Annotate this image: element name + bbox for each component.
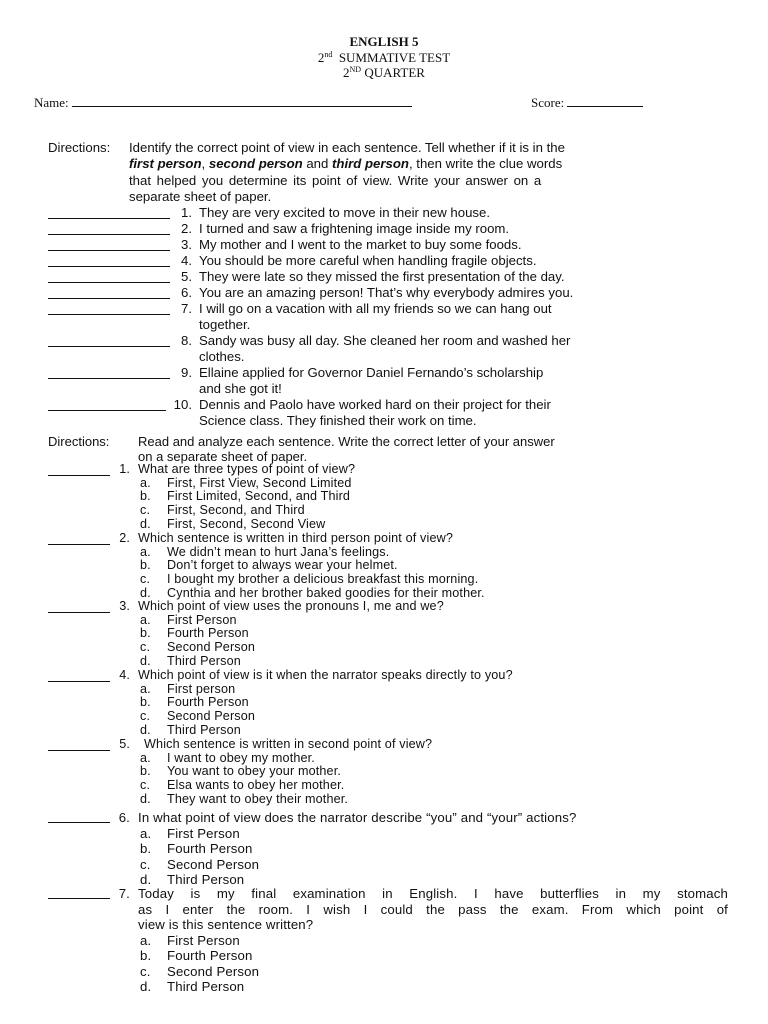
directions2-line-1: Read and analyze each sentence. Write the correct letter of your answer <box>138 434 555 449</box>
item-text: I will go on a vacation with all my friends so we can hang out <box>199 301 552 316</box>
item-number: 5. <box>181 269 192 284</box>
item-number: 6. <box>181 285 192 300</box>
question-number: 7. <box>118 886 130 901</box>
option-text: First person <box>167 681 236 696</box>
part1-directions <box>48 140 678 206</box>
option-text: Fourth Person <box>167 695 249 710</box>
directions-line-2: first person, second person and third person, then write the clue words <box>129 156 563 171</box>
option-text: Second Person <box>167 640 256 655</box>
answer-option <box>140 655 700 669</box>
option-text: First, Second, and Third <box>167 503 305 518</box>
item-7 <box>48 301 728 333</box>
answer-option <box>140 504 700 518</box>
option-letter: c. <box>140 856 151 872</box>
item-text: I turned and saw a frightening image inside my room. <box>199 221 510 236</box>
item-number: 8. <box>181 333 192 348</box>
option-letter: b. <box>140 764 151 779</box>
option-letter: b. <box>140 695 151 710</box>
option-letter: d. <box>140 872 152 887</box>
question-text: What are three types of point of view? <box>138 462 356 476</box>
question-text: as I enter the room. I wish I could the pass the exam. From which point of <box>138 901 728 917</box>
score-blank[interactable] <box>567 94 643 107</box>
option-letter: d. <box>140 722 151 737</box>
option-letter: c. <box>140 963 151 979</box>
option-text: Third Person <box>167 872 245 887</box>
question-1 <box>48 463 738 532</box>
answer-blank[interactable] <box>48 301 170 315</box>
option-text: They want to obey their mother. <box>167 791 349 806</box>
item-text: Ellaine applied for Governor Daniel Fernando’s scholarship <box>199 365 544 380</box>
option-text: Second Person <box>167 709 256 724</box>
item-text: My mother and I went to the market to buy some foods. <box>199 237 522 252</box>
option-text: First Person <box>167 612 237 627</box>
option-text: Third Person <box>167 653 241 668</box>
answer-option <box>140 518 700 532</box>
option-text: First Limited, Second, and Third <box>167 489 351 504</box>
option-letter: b. <box>140 626 151 641</box>
option-letter: b. <box>140 489 151 504</box>
question-number: 2. <box>119 531 130 545</box>
answer-option <box>140 614 700 628</box>
item-text: They were late so they missed the first presentation of the day. <box>199 269 565 284</box>
item-3 <box>48 237 728 253</box>
question-number: 3. <box>119 599 130 613</box>
option-text: Elsa wants to obey her mother. <box>167 778 345 793</box>
item-8 <box>48 333 728 365</box>
option-letter: a. <box>140 544 151 559</box>
item-number: 1. <box>181 205 192 220</box>
answer-option <box>140 641 700 655</box>
option-letter: a. <box>140 475 151 490</box>
item-2 <box>48 221 728 237</box>
option-letter: c. <box>140 572 151 587</box>
answer-option <box>140 964 700 980</box>
answer-blank[interactable] <box>48 886 110 899</box>
answer-option <box>140 477 700 491</box>
answer-option <box>140 490 700 504</box>
answer-option <box>140 857 700 873</box>
question-text: Which sentence is written in third person point of view? <box>138 531 453 545</box>
question-4 <box>48 669 738 738</box>
question-text: In what point of view does the narrator describe “you” and “your” actions? <box>138 810 577 825</box>
option-text: Don’t forget to always wear your helmet. <box>167 558 398 573</box>
option-text: First Person <box>167 825 240 841</box>
item-9 <box>48 365 728 397</box>
answer-blank[interactable] <box>48 237 170 251</box>
question-number: 4. <box>119 668 130 682</box>
option-letter: d. <box>140 653 151 668</box>
directions2-line-2: on a separate sheet of paper. <box>138 449 308 464</box>
answer-blank[interactable] <box>48 532 110 545</box>
quarter-title: 2ND QUARTER <box>343 65 425 80</box>
option-text: I bought my brother a delicious breakfast this morning. <box>167 572 479 587</box>
item-number: 9. <box>181 365 192 380</box>
answer-blank[interactable] <box>48 600 110 613</box>
item-text: They are very excited to move in their new house. <box>199 205 491 220</box>
question-2 <box>48 532 738 601</box>
answer-option <box>140 779 700 793</box>
item-5 <box>48 269 728 285</box>
question-6 <box>48 810 738 888</box>
option-text: Third Person <box>167 979 245 994</box>
score-field[interactable]: Score: <box>531 94 643 111</box>
answer-option <box>140 724 700 738</box>
question-text: view is this sentence written? <box>138 917 314 932</box>
option-letter: c. <box>140 503 151 518</box>
answer-option <box>140 979 700 995</box>
item-text: clothes. <box>199 349 245 364</box>
item-text: You should be more careful when handling fragile objects. <box>199 253 537 268</box>
answer-option <box>140 752 700 766</box>
question-3 <box>48 600 738 669</box>
option-letter: c. <box>140 640 151 655</box>
item-number: 4. <box>181 253 192 268</box>
directions-line-3: that helped you determine its point of view. Write your answer on a <box>129 173 542 188</box>
name-field[interactable]: Name: <box>34 94 412 111</box>
answer-blank[interactable] <box>48 365 170 379</box>
answer-blank[interactable] <box>48 397 166 411</box>
option-letter: a. <box>140 750 151 765</box>
option-text: We didn’t mean to hurt Jana’s feelings. <box>167 544 390 559</box>
item-6 <box>48 285 728 301</box>
item-4 <box>48 253 728 269</box>
answer-option <box>140 933 700 949</box>
answer-option <box>140 696 700 710</box>
option-text: You want to obey your mother. <box>167 764 342 779</box>
item-text: Science class. They finished their work on time. <box>199 413 477 428</box>
option-text: Fourth Person <box>167 841 253 856</box>
option-letter: a. <box>140 612 151 627</box>
option-letter: a. <box>140 681 151 696</box>
test-subject: ENGLISH 5 <box>349 34 419 49</box>
answer-option <box>140 559 700 573</box>
item-text: and she got it! <box>199 381 282 396</box>
option-text: Second Person <box>167 963 260 979</box>
answer-blank[interactable] <box>48 333 170 347</box>
question-text: Which point of view is it when the narrator speaks directly to you? <box>138 668 513 682</box>
answer-option <box>140 793 700 807</box>
directions-line-4: separate sheet of paper. <box>129 189 272 204</box>
option-text: First Person <box>167 932 240 948</box>
answer-option <box>140 627 700 641</box>
answer-option <box>140 573 700 587</box>
question-5 <box>48 738 738 807</box>
question-7 <box>48 886 738 995</box>
name-blank[interactable] <box>72 94 412 107</box>
item-10 <box>48 397 728 429</box>
answer-blank[interactable] <box>48 269 170 283</box>
question-text: Which sentence is written in second point of view? <box>144 737 433 751</box>
answer-blank[interactable] <box>48 285 170 299</box>
option-letter: b. <box>140 841 152 856</box>
item-number: 2. <box>181 221 192 236</box>
item-number: 10. <box>173 397 192 412</box>
option-letter: a. <box>140 825 152 841</box>
question-text: Which point of view uses the pronouns I, me and we? <box>138 599 444 613</box>
directions-label-2: Directions: <box>48 434 110 449</box>
item-text: You are an amazing person! That’s why everybody admires you. <box>199 285 574 300</box>
option-letter: a. <box>140 932 152 948</box>
answer-option <box>140 765 700 779</box>
option-text: Second Person <box>167 856 260 872</box>
answer-option <box>140 826 700 842</box>
option-text: Third Person <box>167 722 241 737</box>
answer-blank[interactable] <box>48 463 110 476</box>
answer-option <box>140 710 700 724</box>
option-text: First, Second, Second View <box>167 516 326 531</box>
directions-line-1: Identify the correct point of view in each sentence. Tell whether if it is in the <box>129 140 565 155</box>
answer-blank[interactable] <box>48 738 110 751</box>
option-letter: d. <box>140 585 151 600</box>
question-number: 1. <box>119 462 130 476</box>
option-text: Cynthia and her brother baked goodies for their mother. <box>167 585 485 600</box>
answer-option <box>140 841 700 857</box>
item-number: 3. <box>181 237 192 252</box>
item-text: together. <box>199 317 251 332</box>
answer-option <box>140 546 700 560</box>
option-text: I want to obey my mother. <box>167 750 315 765</box>
answer-blank[interactable] <box>48 221 170 235</box>
answer-blank[interactable] <box>48 810 110 823</box>
answer-blank[interactable] <box>48 253 170 267</box>
question-number: 5. <box>119 737 130 751</box>
option-letter: d. <box>140 979 152 994</box>
test-title: 2nd SUMMATIVE TEST <box>317 50 451 65</box>
directions-label: Directions: <box>48 140 111 155</box>
item-text: Sandy was busy all day. She cleaned her room and washed her <box>199 333 571 348</box>
item-text: Dennis and Paolo have worked hard on their project for their <box>199 397 551 412</box>
item-number: 7. <box>181 301 192 316</box>
option-text: First, First View, Second Limited <box>167 475 352 490</box>
answer-blank[interactable] <box>48 669 110 682</box>
option-letter: d. <box>140 791 151 806</box>
option-letter: c. <box>140 709 151 724</box>
answer-blank[interactable] <box>48 205 170 219</box>
question-number: 6. <box>118 810 130 825</box>
item-1 <box>48 205 728 221</box>
option-letter: c. <box>140 778 151 793</box>
option-text: Fourth Person <box>167 626 249 641</box>
option-letter: b. <box>140 948 152 963</box>
option-text: Fourth Person <box>167 948 253 963</box>
answer-option <box>140 948 700 964</box>
answer-option <box>140 683 700 697</box>
option-letter: b. <box>140 558 151 573</box>
option-letter: d. <box>140 516 151 531</box>
question-text: Today is my final examination in English. I have butterflies in my stomach <box>138 886 728 901</box>
